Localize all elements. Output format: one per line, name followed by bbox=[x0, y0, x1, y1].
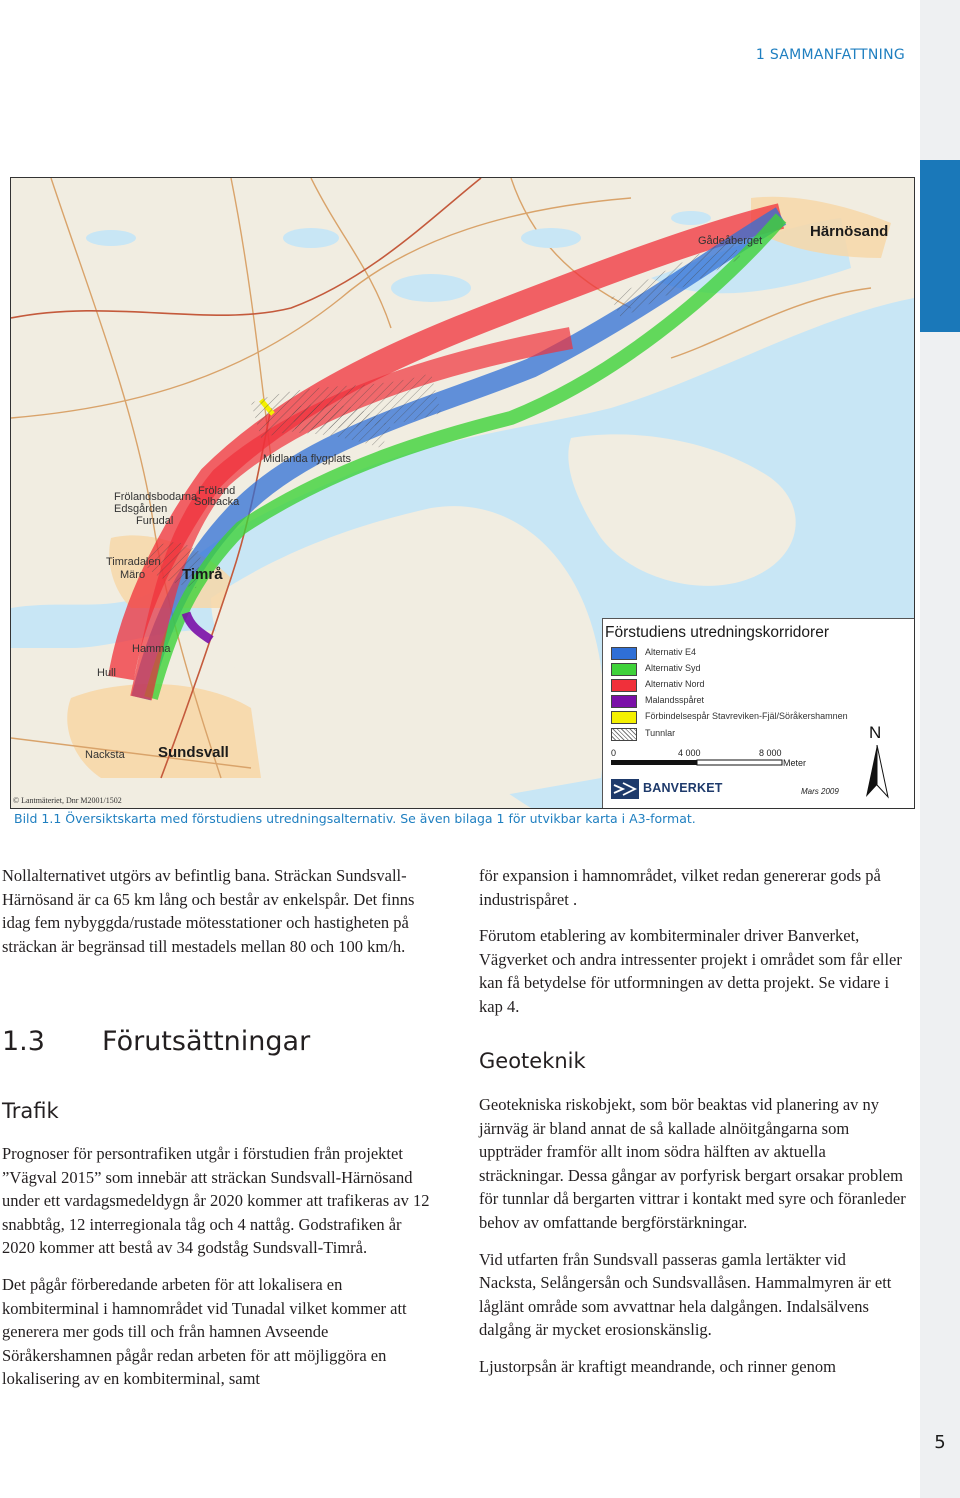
scale-bar bbox=[611, 759, 783, 767]
place-gadeaberget: Gådeåberget bbox=[698, 235, 763, 247]
place-solbacka: Solbacka bbox=[194, 496, 240, 508]
paragraph-ljustorpsan: Ljustorpsån är kraftigt meandrande, och rinner genom bbox=[479, 1356, 836, 1376]
section-number: 1.3 bbox=[2, 1026, 45, 1057]
right-column-bottom bbox=[479, 1093, 907, 1379]
place-midlanda: Midlanda flygplats bbox=[263, 453, 352, 465]
place-timra: Timrå bbox=[182, 566, 223, 583]
paragraph-expansion: för expansion i hamnområdet, vilket redan genererar gods på industrispåret . bbox=[479, 866, 881, 909]
subheading-geoteknik: Geoteknik bbox=[479, 1049, 586, 1073]
left-column-top bbox=[2, 864, 430, 958]
place-frolandsbodarna: Frölandsbodarna bbox=[114, 491, 198, 503]
map-legend: Förstudiens utredningskorridorer Alternativ E4 Alternativ Syd Alternativ Nord Malandsspåret Förbindelsespår Stavreviken-Fjäl/Söråkershamnen Tunnlar 0 4 000 8 000 Meter N BANVERKET Mars 2009 bbox=[602, 618, 915, 809]
place-nacksta: Nacksta bbox=[85, 749, 125, 761]
scale-label-8000: 8 000 bbox=[759, 748, 782, 758]
place-harnosand: Härnösand bbox=[810, 223, 889, 240]
paragraph-kombiterminal: Det pågår förberedande arbeten för att lokalisera en kombiterminal i hamnområdet vid Tunadal vilket kommer att generera mer gods till och från hamnen Avseende Söråkershamnen pågår redan arbeten för att möjliggöra en lokalisering av en kombiterminal, samt bbox=[2, 1274, 407, 1389]
place-maro: Märo bbox=[120, 569, 146, 581]
right-column-top bbox=[479, 864, 907, 1019]
legend-swatch bbox=[611, 679, 637, 692]
paragraph-utfarten: Vid utfarten från Sundsvall passeras gamla lertäkter vid Nacksta, Selångersån och Sundsvallåsen. Hammalmyren är ett låglänt område som avvattnar hela dalgången. Indalsälvens dalgång är mycket erosionskänslig. bbox=[479, 1249, 892, 1340]
chapter-tab bbox=[920, 160, 960, 332]
section-title: Förutsättningar bbox=[102, 1026, 311, 1057]
place-hull: Hull bbox=[97, 667, 116, 679]
paragraph-prognoser: Prognoser för persontrafiken utgår i förstudien från projektet ”Vägval 2015” som innebär att sträckan Sundsvall-Härnösand under ett vardagsmedeldygn år 2020 kommer att trafikeras av 12 snabbtåg, 12 interregionala tåg och 4 nattåg. Godstrafiken år 2020 kommer att bestå av 34 godståg Sundsvall-Timrå. bbox=[2, 1144, 430, 1258]
legend-swatch bbox=[611, 647, 637, 660]
banverket-logo-text: BANVERKET bbox=[643, 781, 723, 795]
left-column-bottom bbox=[2, 1142, 430, 1391]
paragraph-riskobjekt: Geotekniska riskobjekt, som bör beaktas vid planering av ny järnväg är bland annat de så kallade alnöitgångarna som uppträder framför allt inom södra hälften av aktuella sträckningar. Dessa gångar av porfyrisk bergart orsakar problem för tunnlar då bergarten vittrar i kontakt med syre och föranleder behov av omfattande bergförstärkningar. bbox=[479, 1095, 906, 1232]
overview-map bbox=[10, 177, 915, 809]
legend-title: Förstudiens utredningskorridorer bbox=[605, 624, 829, 641]
paragraph-nollalternativ: Nollalternativet utgörs av befintlig bana. Sträckan Sundsvall-Härnösand är ca 65 km lång och består av enkelspår. Det finns idag fem nybyggda/rustade mötesstationer och hastigheten på sträckan är begränsad till mestadels mellan 80 och 100 km/h. bbox=[2, 866, 415, 956]
legend-swatch bbox=[611, 663, 637, 676]
place-furudal: Furudal bbox=[136, 515, 174, 527]
place-timradalen: Timradalen bbox=[106, 556, 161, 568]
place-edsgarden: Edsgården bbox=[114, 503, 168, 515]
scale-unit: Meter bbox=[783, 758, 807, 768]
place-sundsvall: Sundsvall bbox=[158, 744, 229, 761]
scale-label-4000: 4 000 bbox=[678, 748, 701, 758]
place-hamma: Hamma bbox=[132, 643, 171, 655]
scale-label-0: 0 bbox=[611, 748, 617, 758]
north-arrow-icon bbox=[863, 745, 891, 799]
map-copyright: © Lantmäteriet, Dnr M2001/1502 bbox=[13, 796, 122, 805]
place-froland: Fröland bbox=[198, 485, 236, 497]
map-date: Mars 2009 bbox=[801, 787, 839, 796]
section-heading bbox=[2, 1026, 310, 1057]
page-number: 5 bbox=[934, 1432, 946, 1453]
legend-swatch bbox=[611, 711, 637, 724]
subheading-trafik: Trafik bbox=[2, 1099, 59, 1123]
paragraph-kombiterminaler: Förutom etablering av kombiterminaler driver Banverket, Vägverket och andra intressenter projekt i området som får eller kan få betydelse för utformningen av detta projekt. Se vidare i kap 4. bbox=[479, 926, 902, 1016]
legend-swatch bbox=[611, 728, 637, 741]
running-header: 1 SAMMANFATTNING bbox=[755, 47, 905, 63]
figure-caption: Bild 1.1 Översiktskarta med förstudiens utredningsalternativ. Se även bilaga 1 för utvikbar karta i A3-format. bbox=[14, 811, 696, 826]
north-label: N bbox=[869, 723, 882, 742]
banverket-logo-icon bbox=[611, 779, 639, 799]
legend-swatch bbox=[611, 695, 637, 708]
